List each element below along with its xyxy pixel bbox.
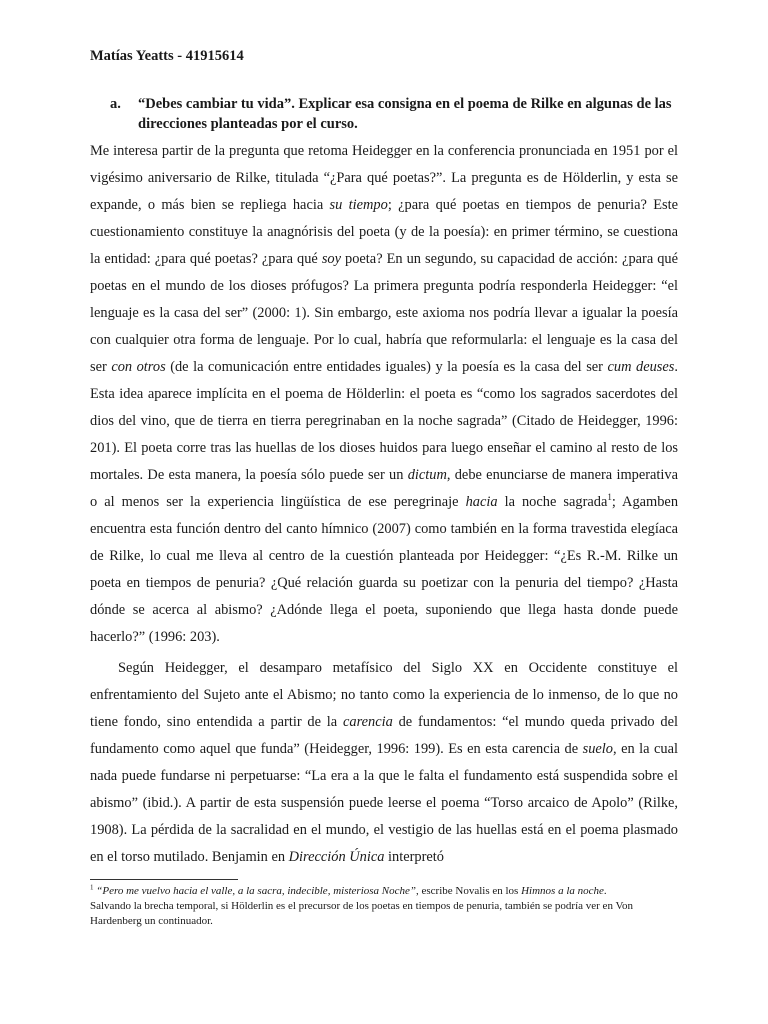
- paragraph-text: interpretó: [384, 849, 444, 865]
- paragraph-text: ; ¿para qué poetas en tiempos de penuria? Este cuestionamiento constituye la anagnórisis del poeta (y de la poesía): en primer término, se cuestiona la entidad: ¿para qué poetas? ¿para qué: [90, 197, 679, 267]
- italic-text: suelo: [582, 741, 613, 757]
- footnote-text: , escribe Novalis en los: [416, 885, 522, 897]
- italic-text: soy: [321, 251, 342, 267]
- footnote-text: . Salvando la brecha temporal, si Hölderlin es el precursor de los poetas en tiempos de penuria, también se podría ver en Von Hardenberg un continuador.: [90, 885, 634, 927]
- italic-text: dictum: [407, 467, 447, 483]
- italic-text: cum deuses: [607, 359, 675, 375]
- paragraph-text: la noche sagrada: [497, 494, 608, 510]
- paragraph-text: , en la cual nada puede fundarse ni perpetuarse: “La era a la que le falta el fundamento está suspendida sobre el abismo” (ibid.). A partir de esta suspensión puede leerse el poema “Torso arcaico de Apolo” (Rilke, 1908). La pérdida de la sacralidad en el mundo, el vestigio de las huellas está en el poema plasmado en el torso mutilado. Benjamin en: [90, 741, 679, 865]
- body-paragraph-2: [90, 655, 678, 871]
- footnote-separator: [90, 879, 238, 880]
- italic-text: con otros: [111, 359, 166, 375]
- footnote: [90, 884, 650, 929]
- paragraph-text: de fundamentos: “el mundo queda privado del fundamento como aquel que funda” (Heidegger, 1996: 199). Es en esta carencia de: [90, 714, 678, 757]
- italic-text: “Pero me vuelvo hacia el valle, a la sacra, indecible, misteriosa Noche”: [96, 885, 416, 897]
- question-heading: [110, 94, 680, 134]
- question-marker: a.: [110, 96, 121, 112]
- italic-text: su tiempo: [329, 197, 388, 213]
- paragraph-text: . Esta idea aparece implícita en el poema de Hölderlin: el poeta es “como los sagrados sacerdotes del dios del vino, que de tierra en tierra peregrinaban en la noche sagrada” (Citado de Heidegger, 1996: 201). El poeta corre tras las huellas de los dioses huidos para luego enseñar el camino al resto de los mortales. De esta manera, la poesía sólo puede ser un: [90, 359, 678, 483]
- question-text: “Debes cambiar tu vida”. Explicar esa consigna en el poema de Rilke en algunas de las direcciones planteadas por el curso.: [138, 96, 672, 132]
- italic-text: carencia: [343, 714, 393, 730]
- paragraph-text: Según Heidegger, el desamparo metafísico del Siglo XX en Occidente constituye el enfrentamiento del Sujeto ante el Abismo; no tanto como la experiencia de lo inmenso, de lo que no tiene fondo, sino entendida a partir de la: [90, 660, 678, 730]
- paragraph-text: Me interesa partir de la pregunta que retoma Heidegger en la conferencia pronunciada en 1951 por el vigésimo aniversario de Rilke, titulada “¿Para qué poetas?”. La pregunta es de Hölderlin, y esta se expande, o más bien se repliega hacia: [90, 143, 678, 213]
- footnote-reference[interactable]: 1: [607, 492, 612, 503]
- italic-text: hacia: [465, 494, 498, 510]
- paragraph-text: (de la comunicación entre entidades iguales) y la poesía es la casa del ser: [165, 359, 608, 375]
- italic-text: Himnos a la noche: [521, 885, 604, 897]
- author-header: Matías Yeatts - 41915614: [90, 48, 244, 64]
- paragraph-text: poeta? En un segundo, su capacidad de acción: ¿para qué poetas en el mundo de los dioses prófugos? La primera pregunta podría responderla Heidegger: “el lenguaje es la casa del ser” (2000: 1). Sin embargo, este axioma nos podría llevar a igualar la poesía con cualquier otra forma de lenguaje. Por lo cual, habría que reformularla: el lenguaje es la casa del ser: [90, 251, 678, 375]
- italic-text: Dirección Única: [288, 849, 385, 865]
- body-paragraph-1: [90, 138, 678, 651]
- footnote-marker: 1: [90, 883, 94, 892]
- paragraph-text: , debe enunciarse de manera imperativa o al menos ser la experiencia lingüística de ese peregrinaje: [90, 467, 678, 510]
- paragraph-text: ; Agamben encuentra esta función dentro del canto hímnico (2007) como también en la forma travestida elegíaca de Rilke, lo cual me lleva al centro de la cuestión planteada por Heidegger: “¿Es R.-M. Rilke un poeta en tiempos de penuria? ¿Qué relación guarda su poetizar con la penuria del tiempo? ¿Hasta dónde se acerca al abismo? ¿Adónde llega el poeta, suponiendo que llega hasta donde puede hacerlo?” (1996: 203).: [90, 494, 679, 645]
